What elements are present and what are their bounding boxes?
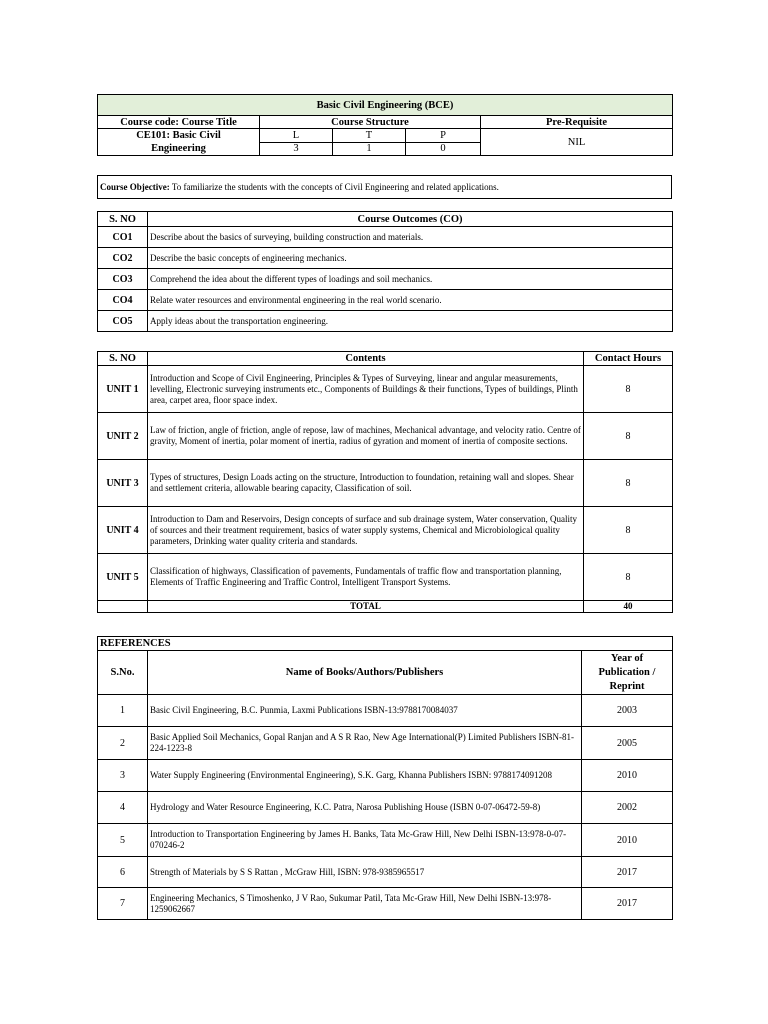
ref-text: Strength of Materials by S S Rattan , McGraw Hill, ISBN: 978-9385965517 — [148, 857, 582, 888]
refs-col-year-line2: Publication / — [598, 666, 656, 678]
ref-text: Water Supply Engineering (Environmental Engineering), S.K. Garg, Khanna Publishers ISBN: 9788174091208 — [148, 760, 582, 792]
refs-col-year-line1: Year of — [610, 652, 644, 664]
table-row — [98, 413, 673, 460]
tutorial-value: 1 — [333, 142, 406, 156]
unit-content: Introduction and Scope of Civil Engineering, Principles & Types of Surveying, linear and angular measurements, levelling, Electronic surveying instruments etc., Components of Buildings & their functions, Types of buildings, Plinth area, carpet area, floor space index. — [148, 366, 584, 413]
total-label: TOTAL — [148, 601, 584, 613]
table-row — [98, 269, 673, 290]
unit-content: Introduction to Dam and Reservoirs, Design concepts of surface and sub drainage system, Water conservation, Quality of sources and their treatment requirement, basics of water supply systems, Chemical and Microbiological quality parameters, Drinking water quality criteria and standards. — [148, 507, 584, 554]
contents-col-sno: S. NO — [98, 352, 148, 366]
practical-label: P — [406, 129, 481, 143]
col-course-structure: Course Structure — [260, 116, 481, 129]
course-name-line2: Engineering — [151, 143, 206, 154]
table-row — [98, 857, 673, 888]
contents-col-contents: Contents — [148, 352, 584, 366]
unit-label: UNIT 4 — [98, 507, 148, 554]
table-row — [98, 760, 673, 792]
table-row — [98, 311, 673, 332]
table-row — [98, 727, 673, 760]
references-table — [97, 636, 673, 920]
prerequisite-value: NIL — [481, 129, 673, 156]
unit-hours: 8 — [584, 507, 673, 554]
ref-sno: 3 — [98, 760, 148, 792]
lecture-value: 3 — [260, 142, 333, 156]
ref-year: 2002 — [582, 792, 673, 824]
ref-text: Basic Civil Engineering, B.C. Punmia, Laxmi Publications ISBN-13:9788170084037 — [148, 695, 582, 727]
unit-label: UNIT 5 — [98, 554, 148, 601]
course-name-cell — [98, 129, 260, 156]
ref-year: 2017 — [582, 888, 673, 920]
ref-sno: 6 — [98, 857, 148, 888]
ref-sno: 1 — [98, 695, 148, 727]
col-course-title: Course code: Course Title — [98, 116, 260, 129]
co-code: CO2 — [98, 248, 148, 269]
ref-text: Engineering Mechanics, S Timoshenko, J V Rao, Sukumar Patil, Tata Mc-Graw Hill, New Delhi ISBN-13:978-1259062667 — [148, 888, 582, 920]
course-outcomes-table — [97, 211, 673, 332]
table-row — [98, 460, 673, 507]
ref-year: 2005 — [582, 727, 673, 760]
ref-sno: 7 — [98, 888, 148, 920]
co-col-outcomes: Course Outcomes (CO) — [148, 212, 673, 227]
table-row — [98, 507, 673, 554]
refs-col-sno: S.No. — [98, 651, 148, 695]
unit-label: UNIT 3 — [98, 460, 148, 507]
co-code: CO4 — [98, 290, 148, 311]
ref-sno: 4 — [98, 792, 148, 824]
ref-year: 2010 — [582, 824, 673, 857]
co-text: Describe the basic concepts of engineering mechanics. — [148, 248, 673, 269]
lecture-label: L — [260, 129, 333, 143]
unit-hours: 8 — [584, 413, 673, 460]
ref-text: Basic Applied Soil Mechanics, Gopal Ranjan and A S R Rao, New Age International(P) Limited Publishers ISBN-81-224-1223-8 — [148, 727, 582, 760]
total-empty-cell — [98, 601, 148, 613]
co-text: Apply ideas about the transportation engineering. — [148, 311, 673, 332]
unit-label: UNIT 2 — [98, 413, 148, 460]
contents-col-hours: Contact Hours — [584, 352, 673, 366]
ref-text: Hydrology and Water Resource Engineering, K.C. Patra, Narosa Publishing House (ISBN 0-07-06472-59-8) — [148, 792, 582, 824]
table-row — [98, 227, 673, 248]
table-row — [98, 792, 673, 824]
course-objective-table — [97, 175, 672, 199]
co-code: CO1 — [98, 227, 148, 248]
unit-hours: 8 — [584, 460, 673, 507]
page-title: Basic Civil Engineering (BCE) — [98, 95, 673, 116]
references-title: REFERENCES — [98, 637, 673, 651]
refs-col-year — [582, 651, 673, 695]
total-value: 40 — [584, 601, 673, 613]
co-text: Describe about the basics of surveying, building construction and materials. — [148, 227, 673, 248]
co-code: CO5 — [98, 311, 148, 332]
table-row — [98, 554, 673, 601]
co-code: CO3 — [98, 269, 148, 290]
co-text: Relate water resources and environmental engineering in the real world scenario. — [148, 290, 673, 311]
col-prerequisite: Pre-Requisite — [481, 116, 673, 129]
unit-label: UNIT 1 — [98, 366, 148, 413]
table-row — [98, 888, 673, 920]
table-row — [98, 695, 673, 727]
unit-content: Types of structures, Design Loads acting on the structure, Introduction to foundation, retaining wall and slopes. Shear and settlement criteria, allowable bearing capacity, Classification of soil. — [148, 460, 584, 507]
ref-sno: 2 — [98, 727, 148, 760]
course-header-table — [97, 94, 673, 156]
co-col-sno: S. NO — [98, 212, 148, 227]
refs-col-name: Name of Books/Authors/Publishers — [148, 651, 582, 695]
table-row — [98, 824, 673, 857]
ref-year: 2003 — [582, 695, 673, 727]
table-row — [98, 366, 673, 413]
ref-text: Introduction to Transportation Engineering by James H. Banks, Tata Mc-Graw Hill, New Delhi ISBN-13:978-0-07-070246-2 — [148, 824, 582, 857]
course-objective — [98, 176, 672, 199]
ref-year: 2017 — [582, 857, 673, 888]
practical-value: 0 — [406, 142, 481, 156]
course-contents-table — [97, 351, 673, 613]
table-row — [98, 248, 673, 269]
tutorial-label: T — [333, 129, 406, 143]
table-row — [98, 290, 673, 311]
unit-hours: 8 — [584, 366, 673, 413]
ref-year: 2010 — [582, 760, 673, 792]
objective-text: To familiarize the students with the concepts of Civil Engineering and related applications. — [169, 181, 499, 192]
co-text: Comprehend the idea about the different types of loadings and soil mechanics. — [148, 269, 673, 290]
course-name-line1: CE101: Basic Civil — [136, 130, 221, 141]
objective-label: Course Objective: — [100, 181, 170, 192]
ref-sno: 5 — [98, 824, 148, 857]
unit-content: Classification of highways, Classification of pavements, Fundamentals of traffic flow and transportation planning, Elements of Traffic Engineering and Traffic Control, Intelligent Transport Systems. — [148, 554, 584, 601]
unit-content: Law of friction, angle of friction, angle of repose, law of machines, Mechanical advantage, and velocity ratio. Centre of gravity, Moment of inertia, polar moment of inertia, radius of gyration and moment of inertia of composite sections. — [148, 413, 584, 460]
refs-col-year-line3: Reprint — [609, 680, 645, 692]
unit-hours: 8 — [584, 554, 673, 601]
